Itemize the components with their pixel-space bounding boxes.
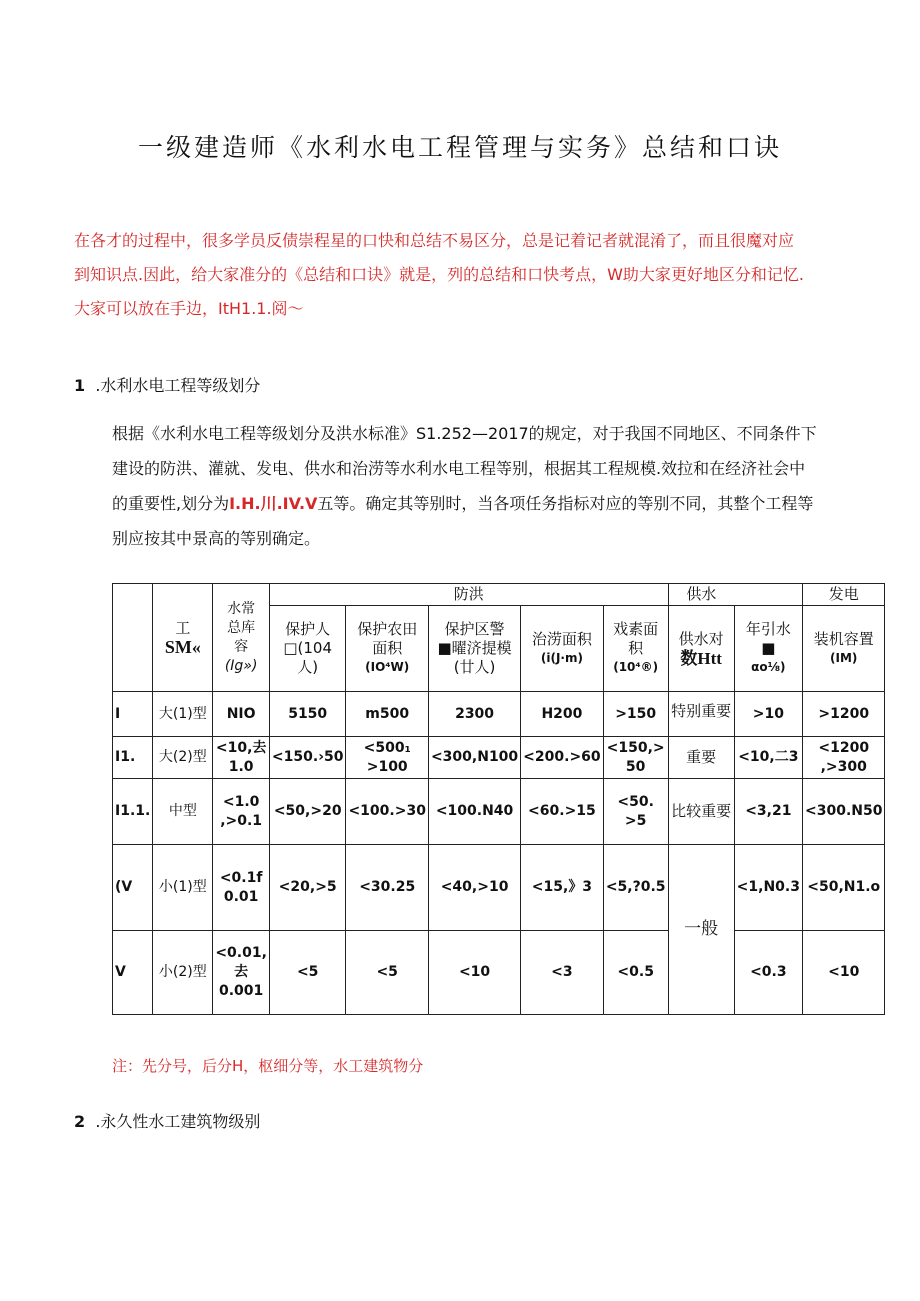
cell-capacity: >1200 [802, 692, 884, 737]
header-text: (10⁴®) [613, 660, 659, 674]
header-text: ■曜济提模 [437, 639, 512, 657]
cell-drainage: <3 [521, 931, 604, 1015]
cell-capacity: <50,N1.o [802, 845, 884, 931]
cell-capacity: <10 [802, 931, 884, 1015]
cell-supply-importance: 一般 [668, 845, 734, 1015]
cell-scale: 大(2)型 [153, 737, 213, 779]
cell-population: <150.›50 [269, 737, 346, 779]
header-text: 保护农田 [357, 620, 418, 638]
cell-drainage: <15,》3 [521, 845, 604, 931]
header-text: αo⅛) [751, 660, 786, 674]
cell-supply-importance: 重要 [668, 737, 734, 779]
header-text: 保护区警 [444, 620, 505, 638]
cell-economy: 2300 [428, 692, 520, 737]
section-number: 1 [74, 376, 86, 395]
cell-irrigation: >150 [603, 692, 668, 737]
body-line: 别应按其中景高的等别确定。 [112, 529, 321, 548]
cell-supply-importance: 比较重要 [668, 779, 734, 845]
cell-drainage: H200 [521, 692, 604, 737]
header-cell-irrigation [603, 606, 668, 692]
engineering-grade-table [112, 583, 885, 1015]
header-text: 治涝面积 [531, 629, 592, 648]
grade-roman-numerals: I.H.川.IV.V [229, 494, 318, 513]
header-text: 积 [628, 639, 644, 657]
cell-irrigation: <5,?0.5 [603, 845, 668, 931]
cell-irrigation: <0.5 [603, 931, 668, 1015]
table-row [113, 737, 885, 779]
cell-scale: 小(2)型 [153, 931, 213, 1015]
cell-scale: 大(1)型 [153, 692, 213, 737]
body-line: 根据《水利水电工程等级划分及洪水标准》S1.252—2017的规定，对于我国不同地区、不同条件下 [112, 424, 817, 443]
header-group-supply-ext [734, 584, 802, 606]
cell-scale: 中型 [153, 779, 213, 845]
header-text: 装机容置 [813, 629, 874, 648]
header-cell-farmland [346, 606, 429, 692]
cell-farmland: <30.25 [346, 845, 429, 931]
cell-economy: <300,N100 [428, 737, 520, 779]
table-header-row [113, 584, 885, 606]
header-cell-drainage [521, 606, 604, 692]
header-cell-capacity [802, 606, 884, 692]
section-title: .水利水电工程等级划分 [95, 376, 261, 395]
cell-farmland: m500 [346, 692, 429, 737]
cell-economy: <40,>10 [428, 845, 520, 931]
table-row [113, 779, 885, 845]
header-text: (IO⁴W) [365, 660, 410, 674]
header-text: 水常 [227, 600, 256, 617]
header-text: (IM) [830, 650, 858, 665]
section-number: 2 [74, 1112, 86, 1131]
section-title: .永久性水工建筑物级别 [95, 1112, 261, 1131]
header-text: 数Htt [680, 648, 722, 668]
cell-grade: I1. [113, 737, 153, 779]
header-group-power: 发电 [802, 584, 884, 606]
table-row [113, 931, 885, 1015]
header-text: 总库 [227, 619, 256, 636]
cell-population: <20,>5 [269, 845, 346, 931]
cell-irrigation: <50. >5 [603, 779, 668, 845]
cell-supply-importance: 特别重要 [668, 692, 734, 737]
cell-grade: I [113, 692, 153, 737]
cell-reservoir: <10,去1.0 [213, 737, 270, 779]
header-group-flood: 防洪 [269, 584, 668, 606]
cell-reservoir: <1.0 ,>0.1 [213, 779, 270, 845]
cell-population: 5150 [269, 692, 346, 737]
table-row [113, 845, 885, 931]
header-text: 年引水 [745, 620, 791, 638]
cell-grade: I1.1. [113, 779, 153, 845]
body-text-segment: 的重要性,划分为 [112, 494, 230, 513]
header-text: 工 [175, 618, 191, 637]
cell-capacity: <1200 ,>300 [802, 737, 884, 779]
cell-annual-intake: <3,21 [734, 779, 802, 845]
header-text: 容 [234, 638, 249, 655]
header-cell-population [269, 606, 346, 692]
cell-annual-intake: >10 [734, 692, 802, 737]
cell-annual-intake: <10,二3 [734, 737, 802, 779]
section-2-heading [74, 1109, 260, 1132]
body-paragraph [112, 416, 872, 556]
header-text: ■ [761, 639, 776, 657]
header-cell-economy [428, 606, 520, 692]
section-1-heading [74, 373, 260, 396]
cell-grade: V [113, 931, 153, 1015]
cell-reservoir: <0.1f 0.01 [213, 845, 270, 931]
intro-line: 大家可以放在手边，ItH1.1.阅〜 [74, 299, 304, 318]
page-title: 一级建造师《水利水电工程管理与实务》总结和口诀 [137, 133, 782, 162]
header-cell-project [153, 584, 213, 692]
intro-line: 到知识点.因此，给大家准分的《总结和口诀》就是，列的总结和口快考点，W助大家更好地区分和记忆. [74, 265, 804, 284]
cell-population: <5 [269, 931, 346, 1015]
header-text: (Ig») [224, 657, 258, 674]
cell-capacity: <300.N50 [802, 779, 884, 845]
intro-paragraph [74, 224, 854, 326]
body-line: 建设的防洪、灌就、发电、供水和治涝等水利水电工程等别，根据其工程规模.效拉和在经济社会中 [112, 459, 806, 478]
cell-scale: 小(1)型 [153, 845, 213, 931]
header-cell-reservoir [213, 584, 270, 692]
cell-economy: <100.N40 [428, 779, 520, 845]
header-text: (i(J·m) [540, 650, 583, 665]
cell-reservoir: NIO [213, 692, 270, 737]
cell-drainage: <60.>15 [521, 779, 604, 845]
cell-reservoir: <0.01,去0.001 [213, 931, 270, 1015]
header-cell-blank [113, 584, 153, 692]
cell-annual-intake: <1,N0.3 [734, 845, 802, 931]
table-row [113, 692, 885, 737]
header-text: 面积 [372, 639, 403, 657]
header-text: (廿人) [453, 658, 496, 676]
body-text-segment: 五等。确定其等别时，当各项任务指标对应的等别不同，其整个工程等 [317, 494, 814, 513]
table-note: 注：先分号，后分H，枢细分等，水工建筑物分 [112, 1057, 424, 1075]
header-cell-annual-intake [734, 606, 802, 692]
cell-grade: (V [113, 845, 153, 931]
cell-annual-intake: <0.3 [734, 931, 802, 1015]
header-text: □(104 [283, 639, 333, 657]
header-text: SM« [164, 636, 201, 657]
header-text: 戏素面 [613, 620, 659, 638]
body-line [112, 486, 872, 521]
cell-farmland: <5 [346, 931, 429, 1015]
cell-irrigation: <150,> 50 [603, 737, 668, 779]
header-text: 供水对 [678, 629, 724, 648]
cell-economy: <10 [428, 931, 520, 1015]
header-text: 人) [297, 658, 319, 676]
header-cell-supply-target [668, 606, 734, 692]
header-group-supply: 供水 [668, 584, 734, 606]
intro-line: 在各才的过程中，很多学员反债崇程星的口快和总结不易区分，总是记着记者就混淆了，而且很魔对应 [74, 231, 795, 250]
header-text: 保护人 [285, 620, 331, 638]
cell-population: <50,>20 [269, 779, 346, 845]
cell-drainage: <200.>60 [521, 737, 604, 779]
cell-farmland: <500₁ >100 [346, 737, 429, 779]
cell-farmland: <100.>30 [346, 779, 429, 845]
